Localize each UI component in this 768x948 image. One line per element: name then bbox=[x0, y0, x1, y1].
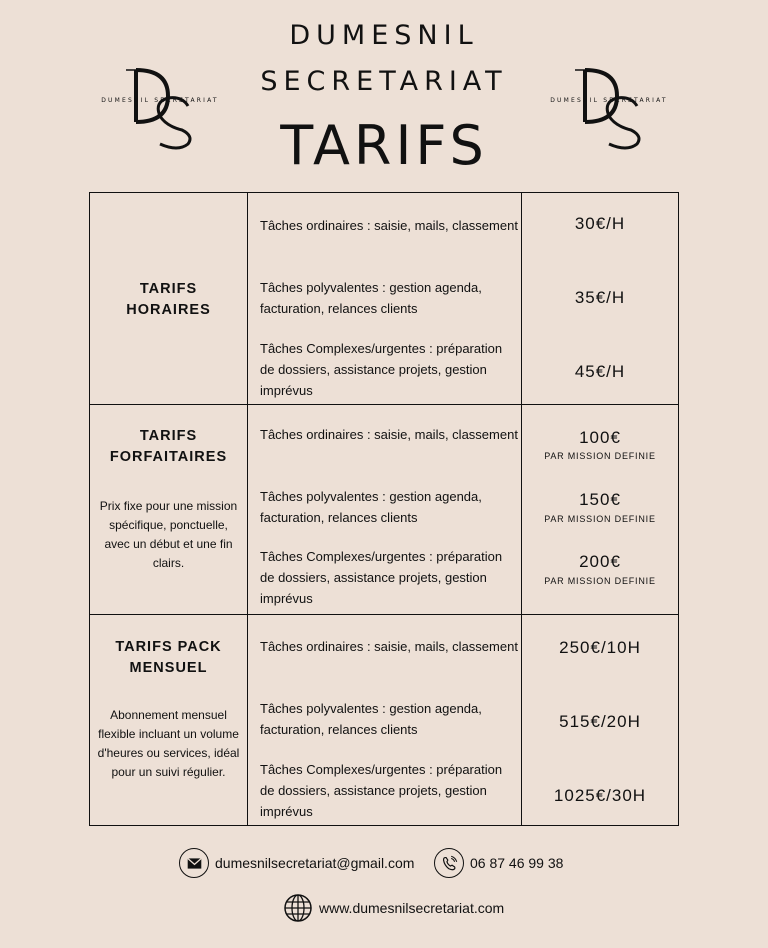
task-complex: Tâches Complexes/urgentes : préparation de dossiers, assistance projets, gestion imprévus bbox=[260, 762, 503, 819]
price-value: 1025€/30H bbox=[553, 786, 647, 805]
section-monthly-pack bbox=[90, 615, 679, 826]
price-note: PAR MISSION DEFINIE bbox=[544, 514, 656, 524]
section-category bbox=[90, 405, 248, 615]
phone-text[interactable]: 06 87 46 99 38 bbox=[470, 855, 564, 871]
task-ordinary: Tâches ordinaires : saisie, mails, classement bbox=[260, 639, 518, 654]
logo-left bbox=[90, 66, 230, 150]
ds-monogram-icon bbox=[539, 66, 679, 150]
section-title: TARIFS HORAIRES bbox=[126, 281, 211, 318]
price-value: 45€/H bbox=[574, 362, 626, 381]
task-versatile: Tâches polyvalentes : gestion agenda, facturation, relances clients bbox=[260, 701, 482, 737]
section-hourly bbox=[90, 193, 679, 405]
price-value: 100€ bbox=[579, 428, 621, 447]
page-title: TARIFS bbox=[280, 114, 488, 177]
pricing-table bbox=[89, 192, 679, 826]
price-note: PAR MISSION DEFINIE bbox=[544, 576, 656, 586]
task-complex: Tâches Complexes/urgentes : préparation de dossiers, assistance projets, gestion imprévus bbox=[260, 341, 503, 398]
brand-name-line1: DUMESNIL bbox=[289, 20, 479, 51]
website-text[interactable]: www.dumesnilsecretariat.com bbox=[319, 900, 505, 916]
section-tasks bbox=[248, 193, 522, 405]
price-value: 30€/H bbox=[574, 214, 626, 233]
section-prices bbox=[522, 193, 679, 405]
task-versatile: Tâches polyvalentes : gestion agenda, facturation, relances clients bbox=[260, 280, 482, 316]
section-tasks bbox=[248, 405, 522, 615]
section-category bbox=[90, 193, 248, 405]
logo-caption: DUMESNIL SECRETARIAT bbox=[101, 97, 219, 104]
contact-website[interactable] bbox=[283, 893, 504, 923]
envelope-icon bbox=[179, 848, 209, 878]
task-versatile: Tâches polyvalentes : gestion agenda, facturation, relances clients bbox=[260, 489, 482, 525]
ds-monogram-icon bbox=[90, 66, 230, 150]
price-value: 515€/20H bbox=[559, 712, 641, 731]
section-category bbox=[90, 615, 248, 826]
section-title: TARIFS PACK MENSUEL bbox=[115, 639, 222, 676]
section-description: Abonnement mensuel flexible incluant un volume d'heures ou services, idéal pour un suivi régulier. bbox=[97, 708, 240, 779]
brand-name-line2: SECRETARIAT bbox=[260, 66, 508, 97]
logo-right bbox=[539, 66, 679, 150]
section-flat-rate bbox=[90, 405, 679, 615]
task-complex: Tâches Complexes/urgentes : préparation de dossiers, assistance projets, gestion imprévus bbox=[260, 549, 503, 606]
section-prices bbox=[522, 405, 679, 615]
globe-icon bbox=[283, 893, 313, 923]
contact-phone[interactable] bbox=[434, 848, 563, 878]
price-value: 200€ bbox=[579, 552, 621, 571]
section-tasks bbox=[248, 615, 522, 826]
phone-icon bbox=[434, 848, 464, 878]
price-value: 35€/H bbox=[574, 288, 626, 307]
email-text[interactable]: dumesnilsecretariat@gmail.com bbox=[215, 855, 415, 871]
contact-email[interactable] bbox=[179, 848, 414, 878]
price-value: 250€/10H bbox=[559, 638, 641, 657]
section-title: TARIFS FORFAITAIRES bbox=[109, 428, 228, 465]
price-note: PAR MISSION DEFINIE bbox=[544, 451, 656, 461]
logo-caption: DUMESNIL SECRETARIAT bbox=[550, 97, 668, 104]
task-ordinary: Tâches ordinaires : saisie, mails, classement bbox=[260, 218, 518, 233]
price-value: 150€ bbox=[579, 490, 621, 509]
section-prices bbox=[522, 615, 679, 826]
task-ordinary: Tâches ordinaires : saisie, mails, classement bbox=[260, 427, 518, 442]
section-description: Prix fixe pour une mission spécifique, ponctuelle, avec un début et une fin clairs. bbox=[99, 499, 238, 570]
